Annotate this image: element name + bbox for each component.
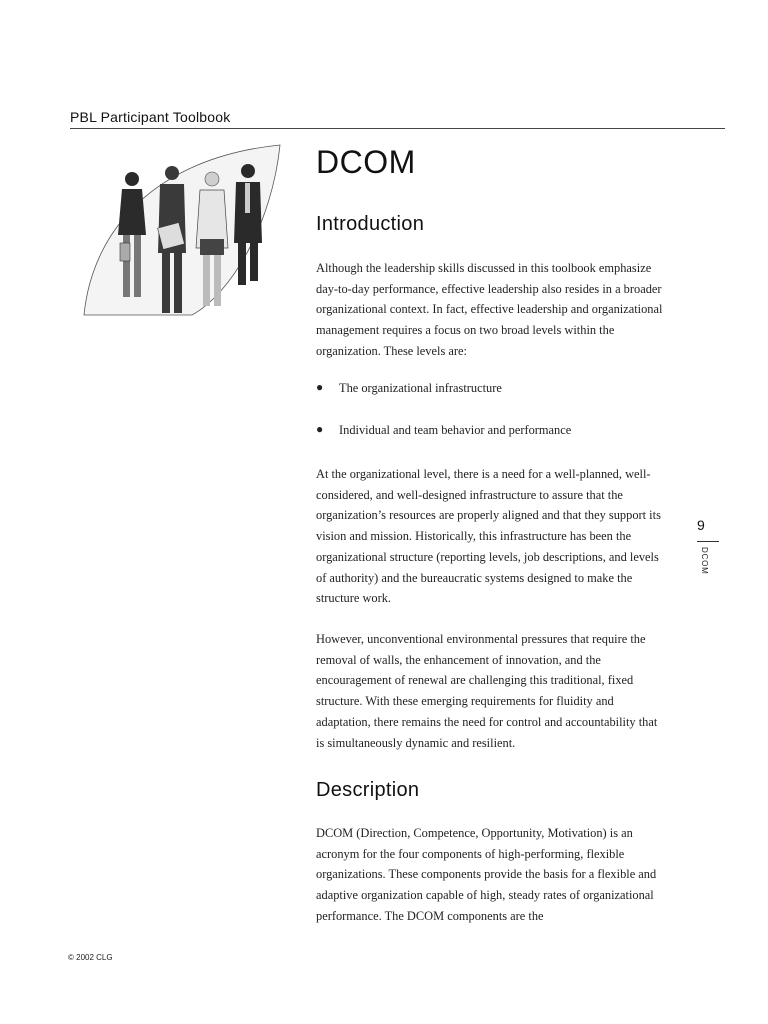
side-tab-divider: [697, 541, 719, 542]
business-people-illustration: [82, 143, 282, 316]
page-title: DCOM: [316, 144, 416, 180]
bullet-icon: ●: [316, 380, 324, 394]
page-number: 9: [697, 517, 705, 533]
section-heading-introduction: Introduction: [316, 213, 425, 235]
description-paragraph: DCOM (Direction, Competence, Opportunity, Motivation) is an acronym for the four components of high-performing, flexible organizations. These components provide the basis for a flexible and adaptive organization capable of high, steady rates of organizational performance. The DCOM components are the: [316, 826, 657, 923]
environmental-pressures-paragraph: However, unconventional environmental pressures that require the removal of walls, the enhancement of innovation, and the encouragement of renewal are challenging this traditional, fixed structure. With these emerging requirements for fluidity and adaptation, there remains the need for control and accountability that is simultaneously dynamic and resilient.: [316, 632, 658, 750]
section-heading-description: Description: [316, 779, 420, 801]
copyright-notice: © 2002 CLG: [68, 953, 113, 962]
bullet-text: The organizational infrastructure: [339, 381, 502, 395]
organizational-level-paragraph: At the organizational level, there is a need for a well-planned, well-considered, and well-designed infrastructure to assure that the organization’s resources are properly aligned and that they support its vision and mission. Historically, this infrastructure has been the organizational structure (reporting levels, job descriptions, and levels of authority) and the bureaucratic systems designed to make the structure work.: [316, 467, 661, 606]
bullet-text: Individual and team behavior and performance: [339, 423, 572, 437]
header-divider: [70, 128, 725, 129]
bullet-icon: ●: [316, 422, 324, 436]
side-tab-label-text: DCOM: [700, 547, 709, 575]
side-tab-label: [700, 547, 712, 575]
toolbook-header-title: PBL Participant Toolbook: [70, 109, 231, 125]
intro-paragraph: Although the leadership skills discussed in this toolbook emphasize day-to-day performance, effective leadership also resides in a broader organizational context. In fact, effective leadership and organizational management requires a focus on two broad levels within the organization. These levels are:: [316, 261, 663, 358]
